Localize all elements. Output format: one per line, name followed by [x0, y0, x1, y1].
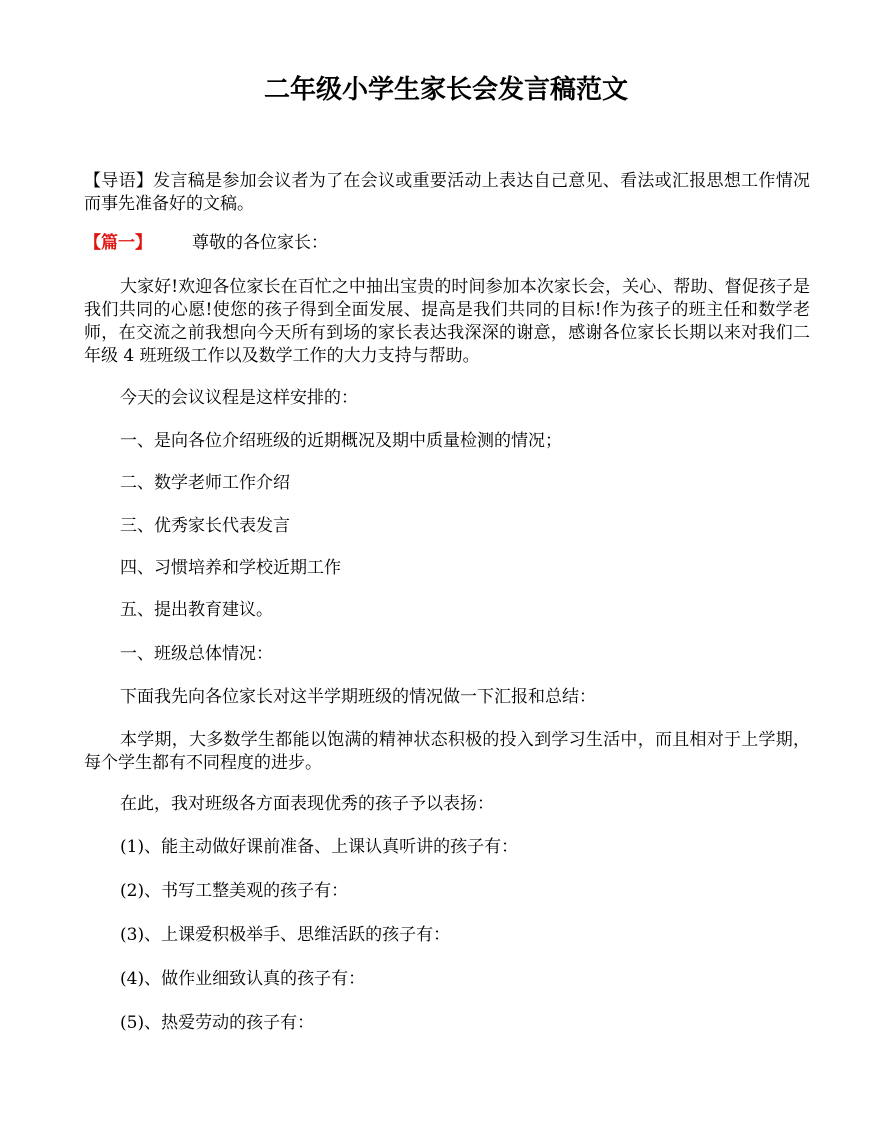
body-paragraph: 本学期，大多数学生都能以饱满的精神状态积极的投入到学习生活中，而且相对于上学期，每个学生都有不同程度的进步。	[84, 730, 810, 773]
praise-item: (5)、热爱劳动的孩子有：	[120, 1013, 315, 1033]
section-subheading: 一、班级总体情况：	[120, 644, 273, 664]
praise-item: (3)、上课爱积极举手、思维活跃的孩子有：	[120, 925, 451, 945]
agenda-item: 二、数学老师工作介绍	[120, 473, 290, 493]
agenda-item: 三、优秀家长代表发言	[120, 516, 290, 536]
document-title: 二年级小学生家长会发言稿范文	[263, 75, 628, 105]
agenda-item: 四、习惯培养和学校近期工作	[120, 558, 341, 578]
body-paragraph: 今天的会议议程是这样安排的：	[120, 388, 358, 408]
section-label: 【篇一】	[84, 233, 152, 253]
section-heading	[84, 232, 810, 255]
praise-item: (1)、能主动做好课前准备、上课认真听讲的孩子有：	[120, 837, 519, 857]
body-paragraph: 下面我先向各位家长对这半学期班级的情况做一下汇报和总结：	[120, 687, 596, 707]
intro-paragraph: 【导语】发言稿是参加会议者为了在会议或重要活动上表达自己意见、看法或汇报思想工作情况而事先准备好的文稿。	[84, 171, 810, 214]
praise-item: (2)、书写工整美观的孩子有：	[120, 881, 349, 901]
agenda-item: 五、提出教育建议。	[120, 600, 273, 620]
agenda-item: 一、是向各位介绍班级的近期概况及期中质量检测的情况；	[120, 431, 562, 451]
body-paragraph: 在此，我对班级各方面表现优秀的孩子予以表扬：	[120, 794, 494, 814]
praise-item: (4)、做作业细致认真的孩子有：	[120, 969, 366, 989]
greeting: 尊敬的各位家长：	[192, 233, 328, 253]
body-paragraph: 大家好!欢迎各位家长在百忙之中抽出宝贵的时间参加本次家长会，关心、帮助、督促孩子是我们共同的心愿!使您的孩子得到全面发展、提高是我们共同的目标!作为孩子的班主任和数学老师，在交流之前我想向今天所有到场的家长表达我深深的谢意，感谢各位家长长期以来对我们二年级 4 班班级工作以及数学工作的大力支持与帮助。	[84, 277, 810, 366]
